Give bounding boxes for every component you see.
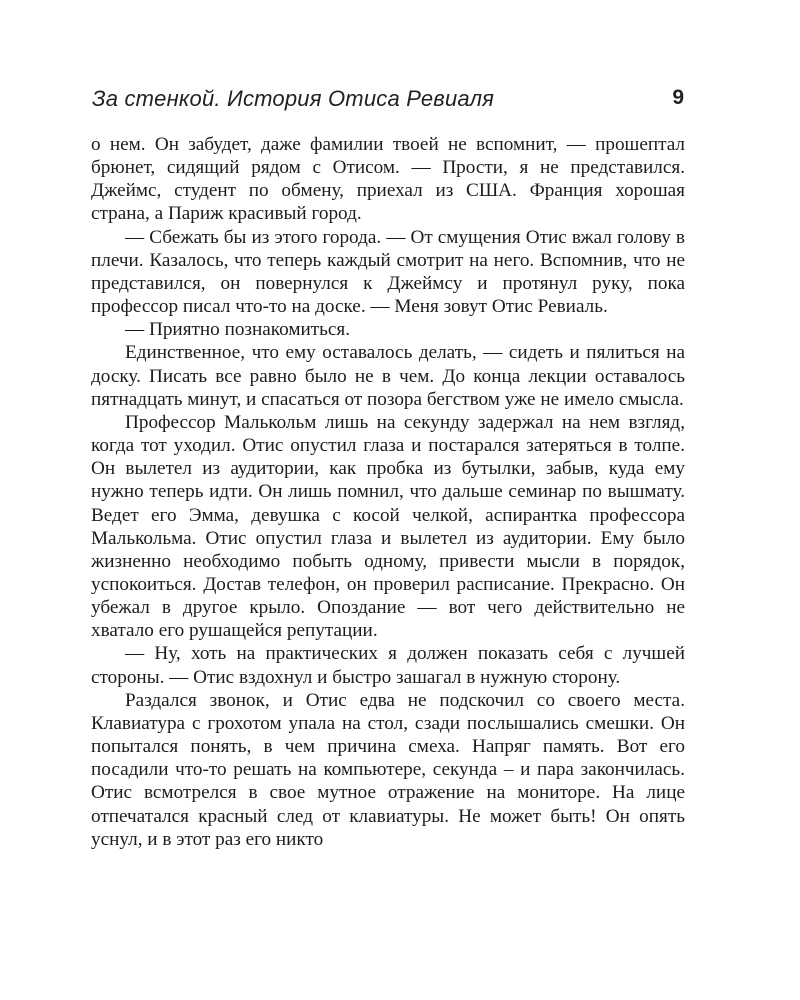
paragraph: — Ну, хоть на практических я должен показать себя с лучшей стороны. — Отис вздохнул и быстро зашагал в нужную сторону. (91, 643, 685, 688)
page-number: 9 (672, 86, 684, 109)
paragraph: — Сбежать бы из этого города. — От смущения Отис вжал голову в плечи. Казалось, что теперь каждый смотрит на него. Вспомнив, что не представился, он повернулся к Джеймсу и протянул руку, пока профессор писал что-то на доске. — Меня зовут Отис Ревиаль. (91, 226, 685, 318)
paragraph: Единственное, что ему оставалось делать, — сидеть и пялиться на доску. Писать все равно было не в чем. До конца лекции оставалось пятнадцать минут, и спасаться от позора бегством уже не имело смысла. (91, 342, 685, 410)
running-head (92, 86, 684, 116)
running-title: За стенкой. История Отиса Ревиаля (92, 86, 495, 111)
paragraph: о нем. Он забудет, даже фамилии твоей не вспомнит, — прошептал брюнет, сидящий рядом с Отисом. — Прости, я не представился. Джеймс, студент по обмену, приехал из США. Франция хорошая страна, а Париж красивый город. (91, 134, 685, 225)
paragraph: Раздался звонок, и Отис едва не подскочил со своего места. Клавиатура с грохотом упала на стол, сзади послышались смешки. Он попытался понять, в чем причина смеха. Напряг память. Вот его посадили что-то решать на компьютере, секунда – и пара закончилась. Отис всмотрелся в свое мутное отражение на мониторе. На лице отпечатался красный след от клавиатуры. Не может быть! Он опять уснул, и в этот раз его никто (91, 689, 685, 850)
paragraph: — Приятно познакомиться. (125, 319, 351, 341)
body-text (91, 133, 685, 851)
paragraph: Профессор Малькольм лишь на секунду задержал на нем взгляд, когда тот уходил. Отис опустил глаза и постарался затеряться в толпе. Он вылетел из аудитории, как пробка из бутылки, забыв, куда ему нужно теперь идти. Он лишь помнил, что дальше семинар по вышмату. Ведет его Эмма, девушка с косой челкой, аспирантка профессора Малькольма. Отис опустил глаза и вылетел из аудитории. Ему было жизненно необходимо побыть одному, привести мысли в порядок, успокоиться. Достав телефон, он проверил расписание. Прекрасно. Он убежал в другое крыло. Опоздание — вот чего действительно не хватало его рушащейся репутации. (91, 411, 685, 642)
